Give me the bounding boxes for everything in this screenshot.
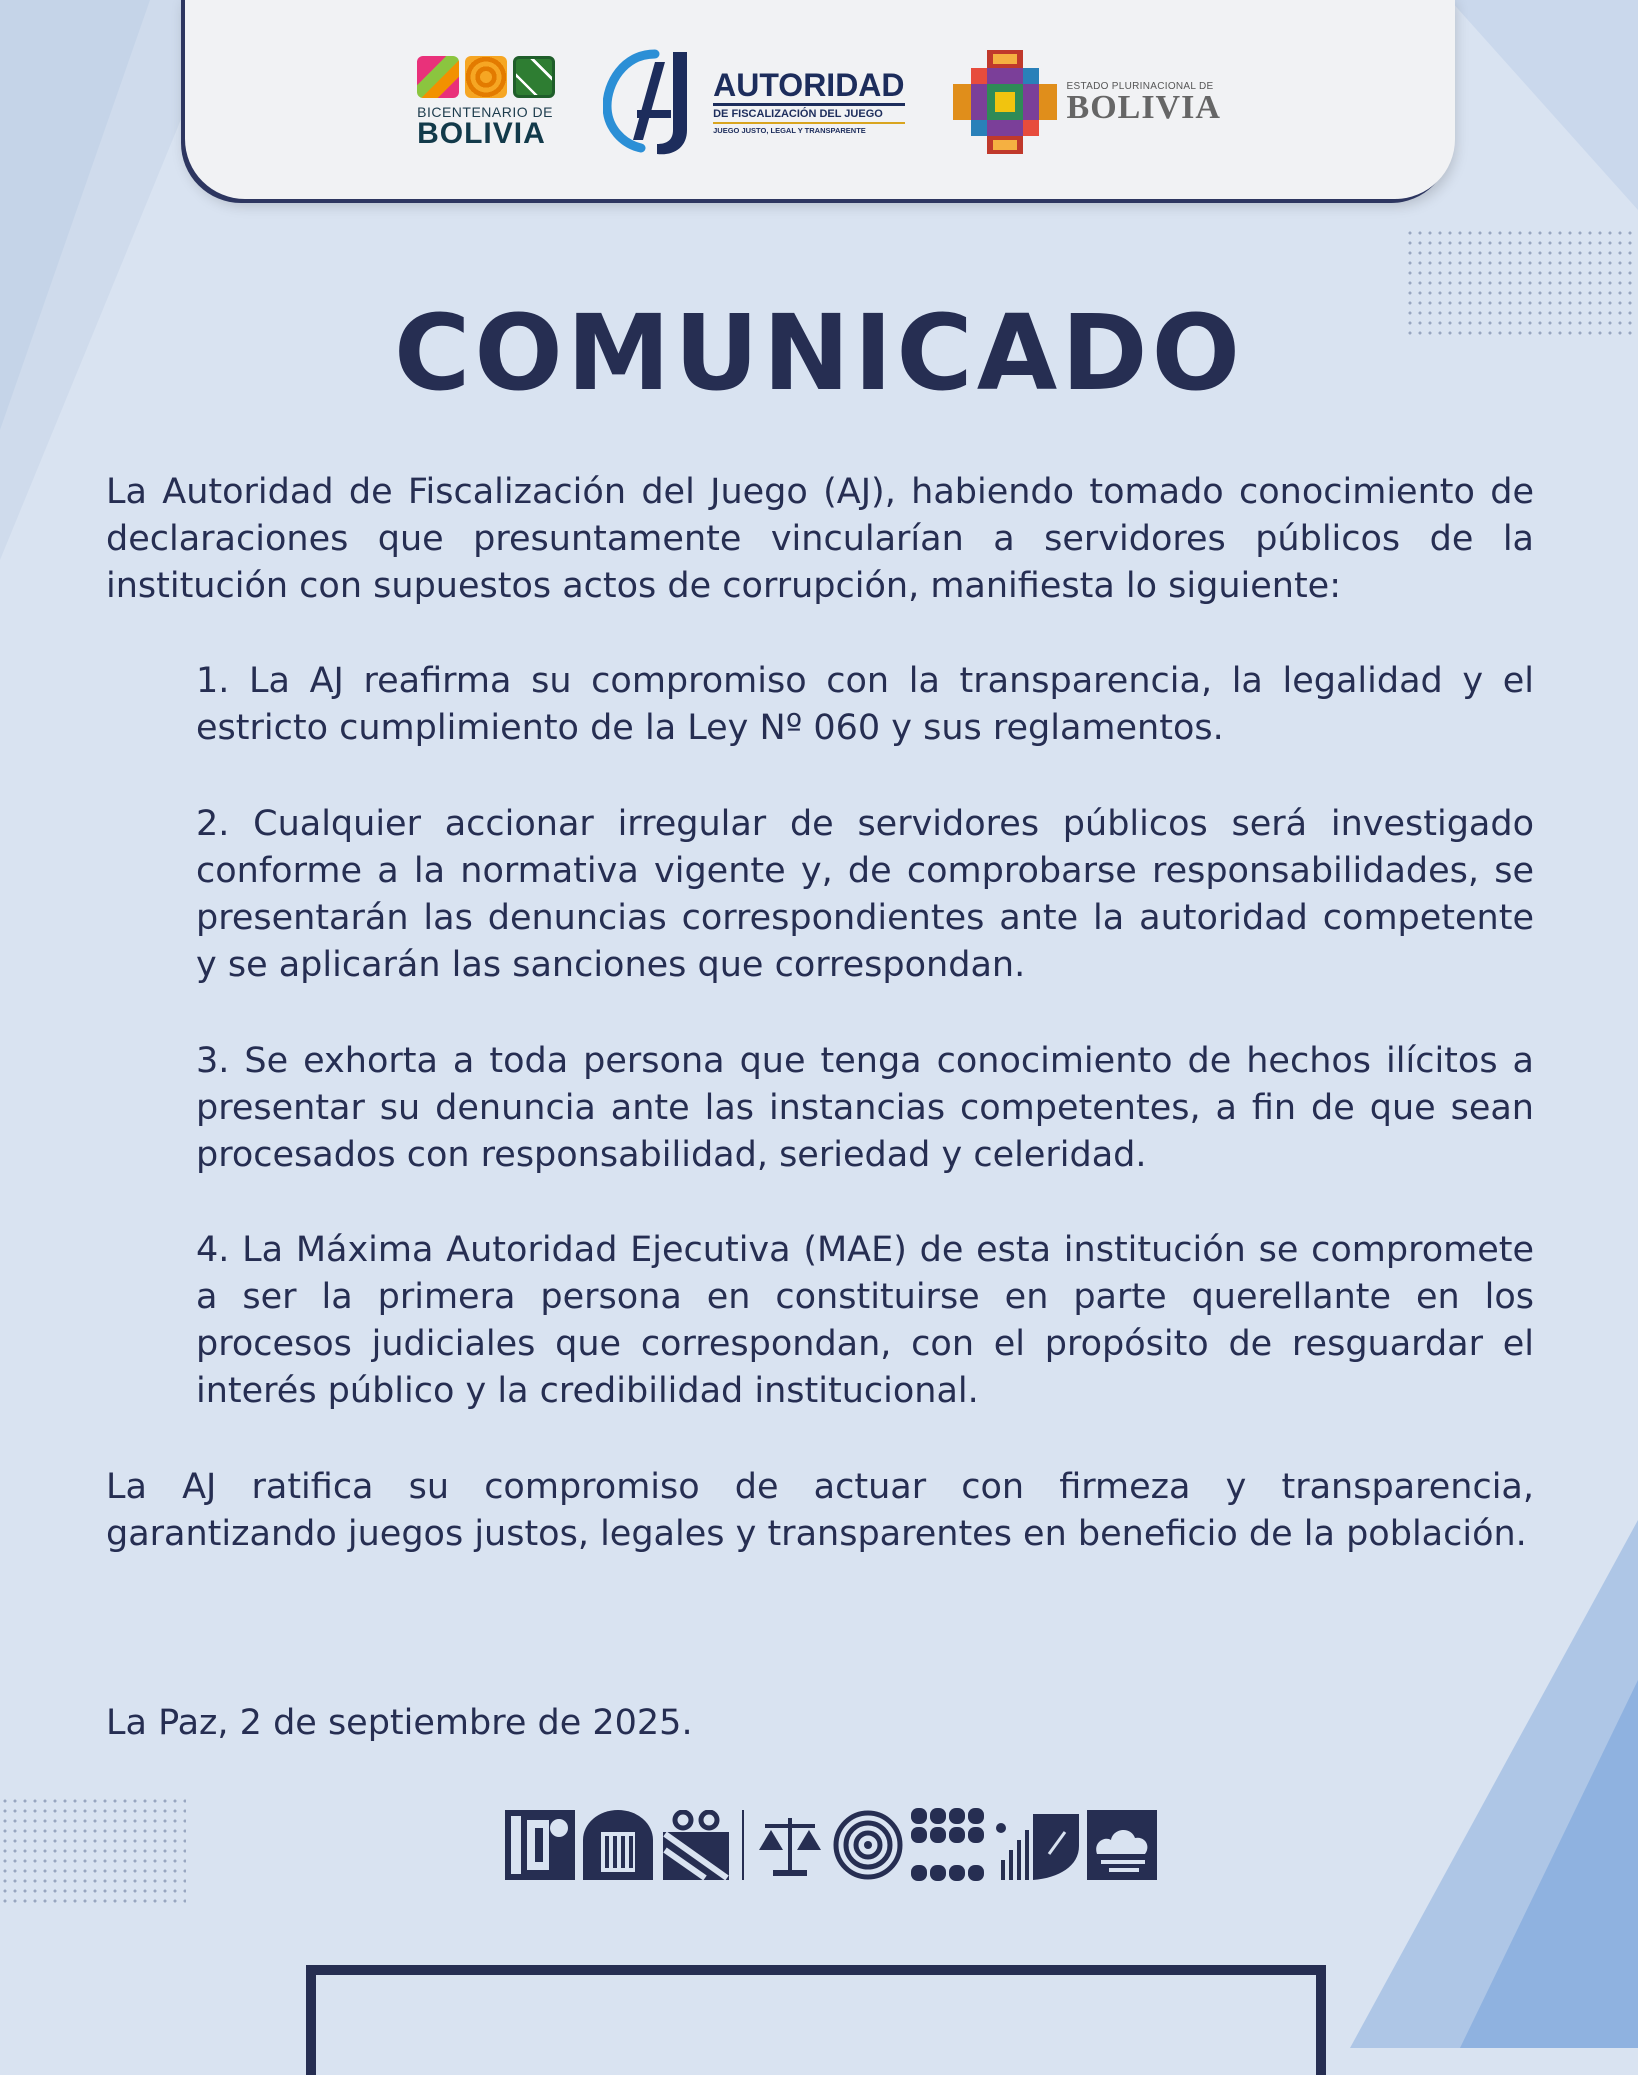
stripes-shield-icon xyxy=(993,1810,1079,1880)
bicentenario-line1: BICENTENARIO DE xyxy=(417,104,553,120)
aj-tagline: JUEGO JUSTO, LEGAL Y TRANSPARENTE xyxy=(713,122,904,135)
estado-plurinacional-logo xyxy=(953,50,1221,154)
aj-logo-mark-icon xyxy=(603,44,707,160)
dot-pattern-bottom-left xyxy=(0,1796,186,1906)
divider-icon xyxy=(739,1810,747,1880)
bottom-frame xyxy=(306,1965,1326,2075)
point-4: 4. La Máxima Autoridad Ejecutiva (MAE) de esta institución se compromete a ser la primera persona en constituirse en parte querellante en los procesos judiciales que correspondan, con el propósito de resguardar el interés público y la credibilidad institucional. xyxy=(196,1230,1534,1411)
estado-line2: BOLIVIA xyxy=(1066,88,1221,126)
bicentenario-emblem-icon xyxy=(417,56,555,98)
header-logos xyxy=(0,42,1638,162)
point-2: 2. Cualquier accionar irregular de servidores públicos será investigado conforme a la normativa vigente y, de comprobarse responsabilidades, se presentarán las denuncias correspondientes ante la autoridad competente y se aplicarán las sanciones que correspondan. xyxy=(196,804,1534,985)
aj-subtitle: DE FISCALIZACIÓN DEL JUEGO xyxy=(713,103,904,120)
aj-logo xyxy=(603,44,904,160)
chakana-emblem-icon xyxy=(953,50,1057,154)
intro-paragraph: La Autoridad de Fiscalización del Juego (AJ), habiendo tomado conocimiento de declaraciones que presuntamente vincularían a servidores públicos de la institución con supuestos actos de corrupción, manifiesta lo siguiente: xyxy=(106,472,1534,606)
chip-icon xyxy=(583,1810,653,1880)
estado-line1: ESTADO PLURINACIONAL DE xyxy=(1066,80,1214,92)
bicentenario-line2: BOLIVIA xyxy=(417,117,546,150)
gift-icon xyxy=(661,1810,731,1880)
scales-icon xyxy=(755,1810,825,1880)
page-title: COMUNICADO xyxy=(394,292,1244,414)
dice-grid-icon xyxy=(911,1808,985,1882)
point-1: 1. La AJ reafirma su compromiso con la transparencia, la legalidad y el estricto cumplimiento de la Ley Nº 060 y sus reglamentos. xyxy=(196,661,1534,748)
closing-paragraph: La AJ ratifica su compromiso de actuar con firmeza y transparencia, garantizando juegos justos, legales y transparentes en beneficio de la población. xyxy=(106,1467,1534,1554)
building-icon xyxy=(505,1810,575,1880)
spiral-icon xyxy=(833,1810,903,1880)
aj-title: AUTORIDAD xyxy=(713,67,905,103)
date-line: La Paz, 2 de septiembre de 2025. xyxy=(106,1703,693,1743)
bicentenario-logo xyxy=(417,56,555,148)
cloud-icon xyxy=(1087,1810,1157,1880)
point-3: 3. Se exhorta a toda persona que tenga conocimiento de hechos ilícitos a presentar su denuncia ante las instancias competentes, a fin de que sean procesados con responsabilidad, seriedad y celeridad. xyxy=(196,1041,1534,1175)
footer-icons xyxy=(505,1810,1157,1880)
